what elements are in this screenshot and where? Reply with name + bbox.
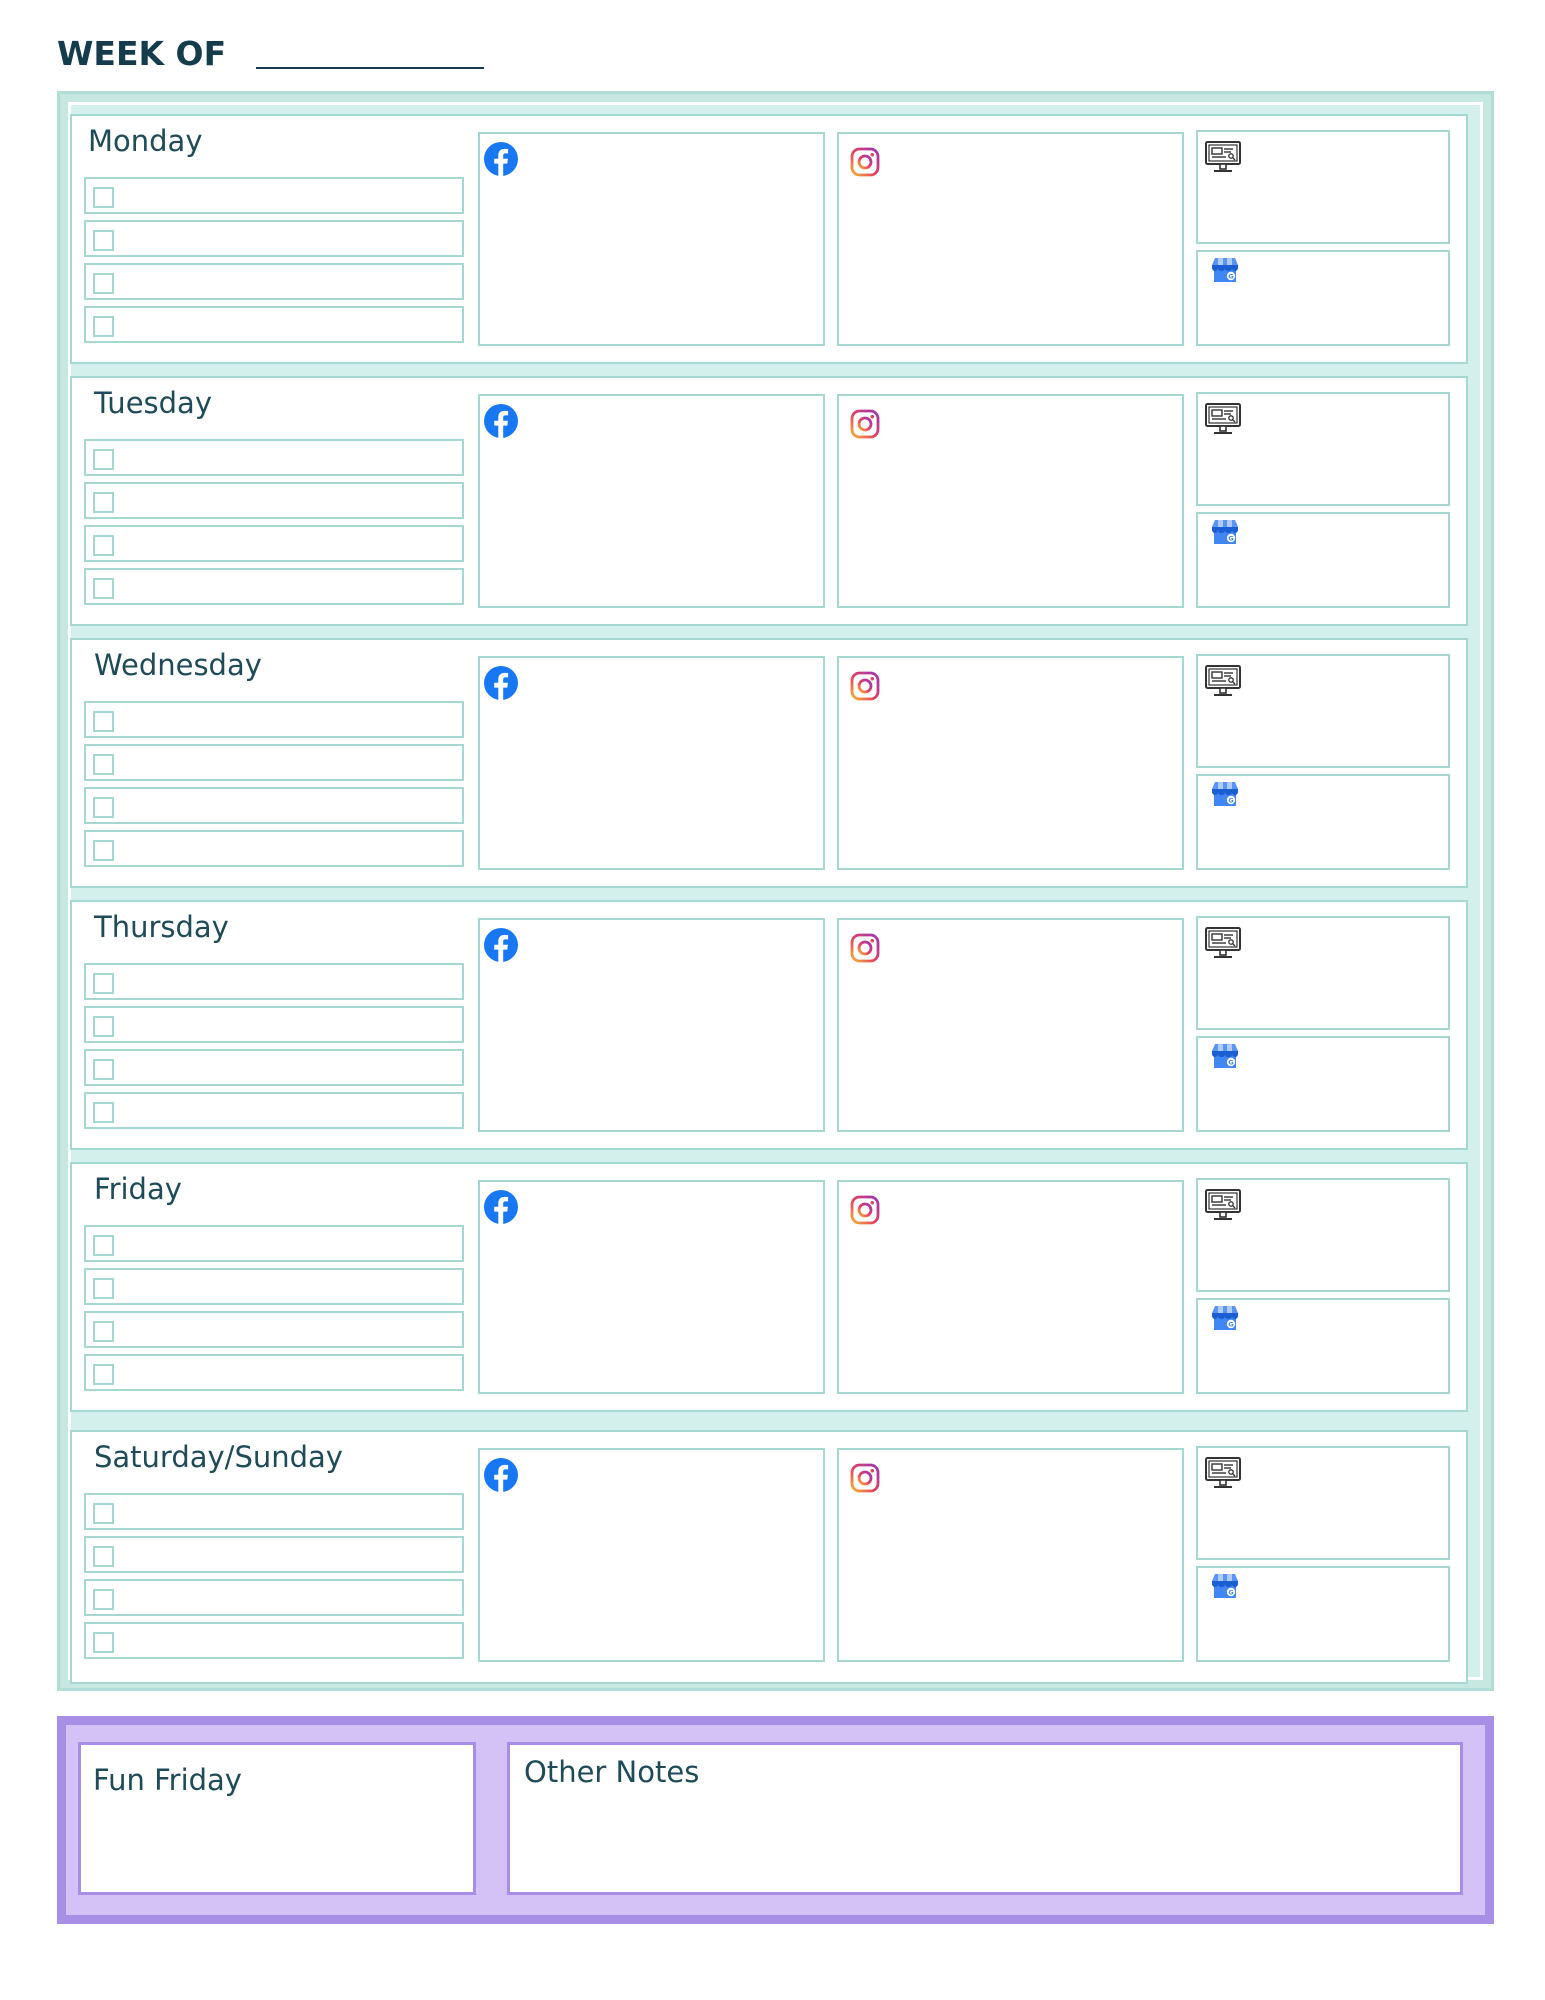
facebook-icon (484, 1190, 518, 1229)
task-line[interactable] (84, 1006, 464, 1043)
week-of-blank-line[interactable] (256, 67, 484, 69)
task-line[interactable] (84, 263, 464, 300)
task-checkbox[interactable] (93, 1632, 114, 1653)
task-line[interactable] (84, 1311, 464, 1348)
google-business-post-box[interactable] (1196, 1036, 1450, 1132)
instagram-post-box[interactable] (837, 1448, 1184, 1662)
day-label: Friday (94, 1172, 182, 1206)
task-checkbox[interactable] (93, 273, 114, 294)
svg-text:G: G (1228, 272, 1234, 281)
facebook-post-box[interactable] (478, 656, 825, 870)
facebook-post-box[interactable] (478, 1180, 825, 1394)
instagram-post-box[interactable] (837, 918, 1184, 1132)
task-line[interactable] (84, 1268, 464, 1305)
day-label: Monday (88, 124, 203, 158)
task-checkbox[interactable] (93, 1235, 114, 1256)
website-post-box[interactable] (1196, 392, 1450, 506)
task-line[interactable] (84, 1049, 464, 1086)
fun-friday-box[interactable] (78, 1742, 476, 1895)
task-line[interactable] (84, 525, 464, 562)
task-checkbox[interactable] (93, 1102, 114, 1123)
task-line[interactable] (84, 787, 464, 824)
facebook-icon (484, 666, 518, 705)
task-line[interactable] (84, 1622, 464, 1659)
task-line[interactable] (84, 177, 464, 214)
computer-monitor-icon (1204, 1456, 1242, 1495)
google-business-post-box[interactable] (1196, 1298, 1450, 1394)
task-checkbox[interactable] (93, 492, 114, 513)
task-line[interactable] (84, 963, 464, 1000)
google-business-store-icon (1210, 1572, 1240, 1605)
task-checkbox[interactable] (93, 711, 114, 732)
task-line[interactable] (84, 482, 464, 519)
facebook-icon (484, 142, 518, 181)
instagram-post-box[interactable] (837, 1180, 1184, 1394)
task-checkbox[interactable] (93, 1278, 114, 1299)
computer-monitor-icon (1204, 664, 1242, 703)
google-business-store-icon (1210, 256, 1240, 289)
task-line[interactable] (84, 744, 464, 781)
task-line[interactable] (84, 1092, 464, 1129)
task-checkbox[interactable] (93, 1059, 114, 1080)
task-line[interactable] (84, 1354, 464, 1391)
computer-monitor-icon (1204, 140, 1242, 179)
instagram-post-box[interactable] (837, 132, 1184, 346)
facebook-post-box[interactable] (478, 918, 825, 1132)
day-row-2 (70, 376, 1468, 626)
task-line[interactable] (84, 306, 464, 343)
task-line[interactable] (84, 568, 464, 605)
page-header (57, 34, 484, 73)
task-checkbox[interactable] (93, 1321, 114, 1342)
fun-friday-label: Fun Friday (93, 1763, 242, 1797)
week-of-title: WEEK OF (57, 34, 227, 73)
svg-text:G: G (1228, 1058, 1234, 1067)
google-business-post-box[interactable] (1196, 1566, 1450, 1662)
task-checkbox[interactable] (93, 797, 114, 818)
instagram-icon (849, 1194, 881, 1231)
google-business-store-icon (1210, 780, 1240, 813)
facebook-post-box[interactable] (478, 132, 825, 346)
google-business-store-icon (1210, 518, 1240, 551)
svg-text:G: G (1228, 534, 1234, 543)
task-checkbox[interactable] (93, 230, 114, 251)
task-line[interactable] (84, 1225, 464, 1262)
google-business-post-box[interactable] (1196, 250, 1450, 346)
task-line[interactable] (84, 701, 464, 738)
task-line[interactable] (84, 220, 464, 257)
task-checkbox[interactable] (93, 449, 114, 470)
task-checkbox[interactable] (93, 1546, 114, 1567)
computer-monitor-icon (1204, 402, 1242, 441)
google-business-store-icon (1210, 1042, 1240, 1075)
task-checkbox[interactable] (93, 1016, 114, 1037)
day-label: Wednesday (94, 648, 262, 682)
day-row-1 (70, 114, 1468, 364)
website-post-box[interactable] (1196, 916, 1450, 1030)
instagram-post-box[interactable] (837, 394, 1184, 608)
task-checkbox[interactable] (93, 578, 114, 599)
day-row-5 (70, 1162, 1468, 1412)
website-post-box[interactable] (1196, 654, 1450, 768)
svg-text:G: G (1228, 1588, 1234, 1597)
website-post-box[interactable] (1196, 1178, 1450, 1292)
google-business-post-box[interactable] (1196, 512, 1450, 608)
task-line[interactable] (84, 1536, 464, 1573)
instagram-icon (849, 146, 881, 183)
task-checkbox[interactable] (93, 187, 114, 208)
notes-section (57, 1716, 1494, 1924)
task-checkbox[interactable] (93, 1589, 114, 1610)
day-label: Saturday/Sunday (94, 1440, 343, 1474)
google-business-post-box[interactable] (1196, 774, 1450, 870)
task-checkbox[interactable] (93, 1503, 114, 1524)
day-row-4 (70, 900, 1468, 1150)
day-label: Tuesday (94, 386, 212, 420)
task-checkbox[interactable] (93, 535, 114, 556)
task-checkbox[interactable] (93, 840, 114, 861)
svg-text:G: G (1228, 796, 1234, 805)
day-label: Thursday (94, 910, 229, 944)
other-notes-box[interactable] (507, 1742, 1463, 1895)
website-post-box[interactable] (1196, 130, 1450, 244)
other-notes-label: Other Notes (524, 1755, 700, 1789)
task-checkbox[interactable] (93, 973, 114, 994)
computer-monitor-icon (1204, 926, 1242, 965)
weekly-planner (57, 91, 1494, 1691)
instagram-icon (849, 932, 881, 969)
day-row-3 (70, 638, 1468, 888)
instagram-icon (849, 670, 881, 707)
task-checkbox[interactable] (93, 754, 114, 775)
instagram-icon (849, 1462, 881, 1499)
svg-text:G: G (1228, 1320, 1234, 1329)
task-line[interactable] (84, 830, 464, 867)
task-line[interactable] (84, 1579, 464, 1616)
task-line[interactable] (84, 1493, 464, 1530)
task-checkbox[interactable] (93, 316, 114, 337)
instagram-post-box[interactable] (837, 656, 1184, 870)
google-business-store-icon (1210, 1304, 1240, 1337)
instagram-icon (849, 408, 881, 445)
day-row-6 (70, 1430, 1468, 1684)
facebook-icon (484, 404, 518, 443)
facebook-post-box[interactable] (478, 1448, 825, 1662)
task-line[interactable] (84, 439, 464, 476)
facebook-icon (484, 928, 518, 967)
computer-monitor-icon (1204, 1188, 1242, 1227)
facebook-icon (484, 1458, 518, 1497)
task-checkbox[interactable] (93, 1364, 114, 1385)
website-post-box[interactable] (1196, 1446, 1450, 1560)
facebook-post-box[interactable] (478, 394, 825, 608)
